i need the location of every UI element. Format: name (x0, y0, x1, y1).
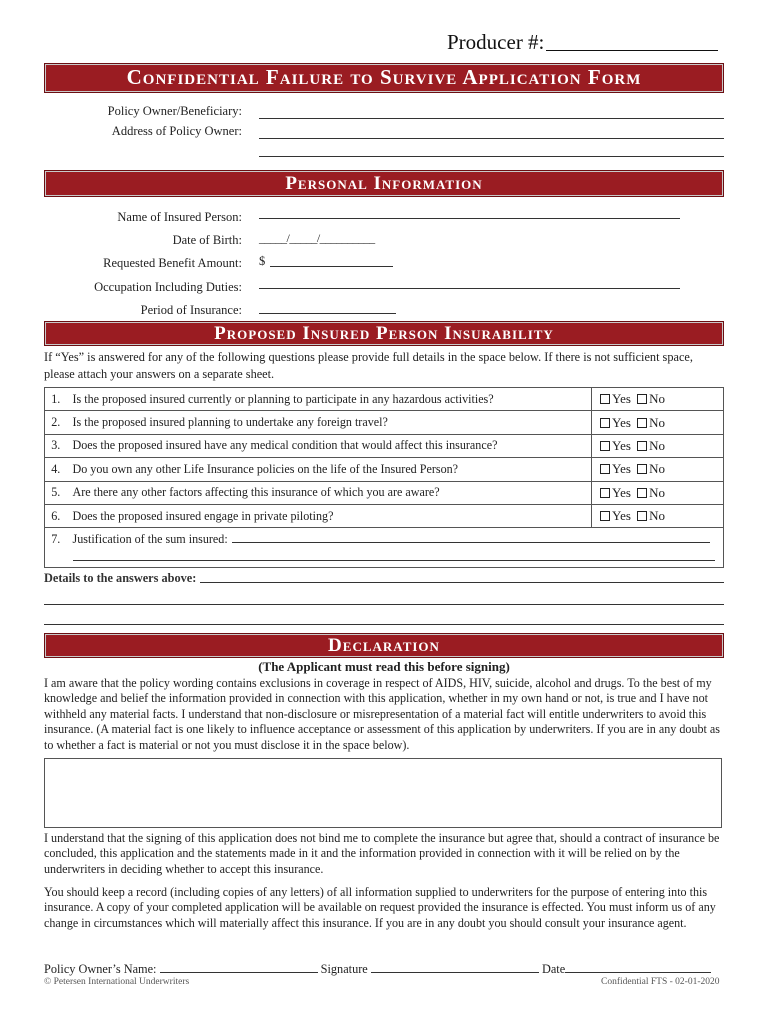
question-number: 5. (45, 481, 67, 504)
declaration-paragraph-1: I am aware that the policy wording contains exclusions in coverage in respect of AIDS, HIV, suicide, alcohol and drugs. To the best of my knowledge and belief the information provided in connection with this application, whether in my own hand or not, is true and I have not withheld any material facts. I understand that non-disclosure or misrepresentation of a material fact will entitle underwriters to avoid this insurance. (A material fact is one likely to influence acceptance or assessment of this application by underwriters. If you are in any doubt as to whether a fact is material or not you must disclose it in the space below). (44, 676, 721, 752)
no-checkbox[interactable] (637, 488, 647, 498)
yes-checkbox[interactable] (600, 441, 610, 451)
occupation-input-line[interactable] (259, 288, 680, 289)
yes-checkbox[interactable] (600, 464, 610, 474)
address-input-line-1[interactable] (259, 138, 724, 139)
no-label: No (649, 484, 666, 500)
question-text: Are there any other factors affecting this insurance of which you are aware? (67, 481, 592, 504)
date-input-line[interactable] (565, 963, 711, 973)
justification-label: Justification of the sum insured: (72, 532, 228, 547)
beneficiary-input-line[interactable] (259, 118, 724, 119)
question-text: Is the proposed insured currently or planning to participate in any hazardous activities? (67, 388, 592, 411)
declaration-subheading: (The Applicant must read this before signing) (258, 659, 510, 674)
address-input-line-2[interactable] (259, 156, 724, 157)
question-row (45, 458, 724, 481)
yes-checkbox[interactable] (600, 511, 610, 521)
no-label: No (649, 461, 666, 477)
question-number: 1. (45, 388, 67, 411)
footer-form-id: Confidential FTS - 02-01-2020 (601, 977, 720, 987)
yes-label: Yes (612, 508, 631, 524)
yes-no-options (592, 388, 724, 411)
question-number: 7. (45, 528, 67, 568)
form-title: Confidential Failure to Survive Application Form (44, 63, 724, 93)
insured-name-input-line[interactable] (259, 218, 680, 219)
period-input-line[interactable] (259, 313, 396, 314)
yes-no-options (592, 481, 724, 504)
yes-no-options (592, 434, 724, 457)
question-row (45, 434, 724, 457)
date-label: Date (541, 962, 566, 976)
producer-label: Producer #: (447, 30, 545, 54)
signature-row (44, 962, 711, 977)
question-text: Do you own any other Life Insurance policies on the life of the Insured Person? (67, 458, 592, 481)
no-label: No (649, 508, 666, 524)
question-row (45, 411, 724, 434)
question-number: 3. (45, 434, 67, 457)
no-checkbox[interactable] (637, 394, 647, 404)
question-row (45, 388, 724, 411)
no-label: No (649, 391, 666, 407)
yes-label: Yes (612, 461, 631, 477)
address-label: Address of Policy Owner: (111, 124, 242, 138)
yes-no-options (592, 504, 724, 527)
question-text: Does the proposed insured engage in private piloting? (67, 504, 592, 527)
justification-input-line-1[interactable] (232, 533, 710, 543)
no-label: No (649, 437, 666, 453)
producer-input-line[interactable] (546, 31, 718, 51)
details-input-line-3[interactable] (44, 624, 724, 625)
declaration-paragraph-2: I understand that the signing of this application does not bind me to complete the insurance but agree that, should a contract of insurance be concluded, this application and the statements made in it and the information provided in connection with it will be relied on by the underwriters in deciding whether to accept this insurance. (44, 831, 720, 876)
declaration-heading: Declaration (44, 633, 724, 658)
yes-checkbox[interactable] (600, 488, 610, 498)
question-row (45, 504, 724, 527)
question-text: Is the proposed insured planning to undertake any foreign travel? (67, 411, 592, 434)
dob-input[interactable]: _____/_____/__________ (259, 231, 375, 245)
insurability-heading: Proposed Insured Person Insurability (44, 321, 724, 346)
owner-name-input-line[interactable] (160, 963, 318, 973)
insured-name-label: Name of Insured Person: (117, 210, 242, 224)
question-row (45, 481, 724, 504)
no-checkbox[interactable] (637, 441, 647, 451)
disclosure-textbox[interactable] (44, 758, 722, 828)
period-label: Period of Insurance: (140, 303, 242, 317)
benefit-input-line[interactable] (270, 266, 393, 267)
question-number: 2. (45, 411, 67, 434)
justification-cell (67, 528, 724, 568)
yes-no-options (592, 411, 724, 434)
no-label: No (649, 414, 666, 430)
justification-input-line-2[interactable] (73, 549, 715, 561)
yes-no-options (592, 458, 724, 481)
footer-copyright: © Petersen International Underwriters (44, 977, 190, 987)
question-number: 4. (45, 458, 67, 481)
producer-field (447, 30, 718, 55)
no-checkbox[interactable] (637, 418, 647, 428)
justification-row (45, 528, 724, 568)
dob-label: Date of Birth: (172, 233, 242, 247)
personal-info-heading: Personal Information (44, 170, 724, 197)
signature-label: Signature (320, 962, 368, 976)
details-input-line-2[interactable] (44, 604, 724, 605)
beneficiary-label: Policy Owner/Beneficiary: (107, 104, 242, 118)
benefit-label: Requested Benefit Amount: (103, 256, 242, 270)
yes-checkbox[interactable] (600, 394, 610, 404)
yes-label: Yes (612, 484, 631, 500)
occupation-label: Occupation Including Duties: (94, 280, 242, 294)
yes-checkbox[interactable] (600, 418, 610, 428)
details-label: Details to the answers above: (44, 571, 197, 585)
yes-label: Yes (612, 414, 631, 430)
yes-label: Yes (612, 437, 631, 453)
question-number: 6. (45, 504, 67, 527)
no-checkbox[interactable] (637, 464, 647, 474)
signature-input-line[interactable] (371, 963, 539, 973)
insurability-intro: If “Yes” is answered for any of the following questions please provide full details in the space below. If there is not sufficient space, please attach your answers on a separate sheet. (44, 350, 693, 381)
yes-label: Yes (612, 391, 631, 407)
declaration-paragraph-3: You should keep a record (including copies of any letters) of all information supplied to underwriters for the purpose of entering into this insurance. A copy of your completed application will be available on request provided the insurance is effected. You must inform us of any change in circumstances which will materially affect this insurance. If you are in any doubt you should consult your insurance agent. (44, 885, 716, 930)
question-text: Does the proposed insured have any medical condition that would affect this insurance? (67, 434, 592, 457)
benefit-currency: $ (259, 254, 266, 268)
questions-table (44, 387, 724, 568)
owner-name-label: Policy Owner’s Name: (44, 962, 157, 976)
no-checkbox[interactable] (637, 511, 647, 521)
details-input-line-1[interactable] (200, 582, 724, 583)
